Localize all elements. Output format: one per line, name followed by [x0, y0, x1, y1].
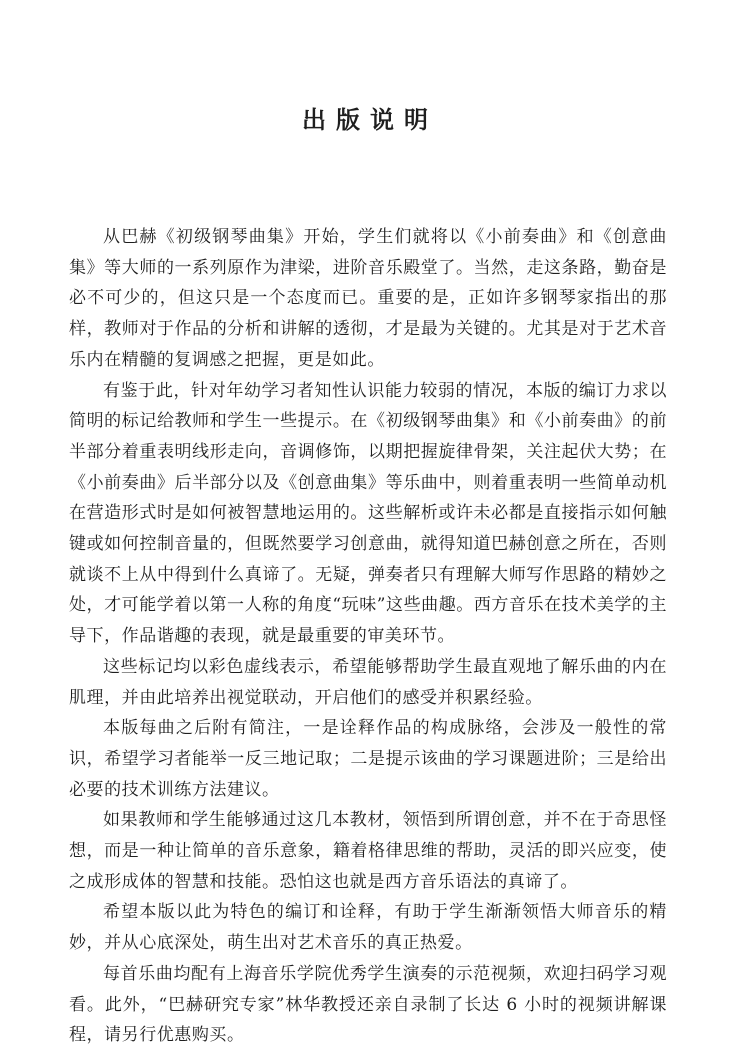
paragraph-1: 从巴赫《初级钢琴曲集》开始，学生们就将以《小前奏曲》和《创意曲集》等大师的一系列原作为津梁，进阶音乐殿堂了。当然，走这条路，勤奋是必不可少的，但这只是一个态度而已。重要的是，正如许多钢琴家指出的那样，教师对于作品的分析和讲解的透彻，才是最为关键的。尤其是对于艺术音乐内在精髓的复调感之把握，更是如此。 [69, 227, 667, 370]
paragraph-2: 有鉴于此，针对年幼学习者知性认识能力较弱的情况，本版的编订力求以简明的标记给教师和学生一些提示。在《初级钢琴曲集》和《小前奏曲》的前半部分着重表明线形走向，音调修饰，以期把握旋律骨架，关注起伏大势；在《小前奏曲》后半部分以及《创意曲集》等乐曲中，则着重表明一些简单动机在营造形式时是如何被智慧地运用的。这些解析或许未必都是直接指示如何触键或如何控制音量的，但既然要学习创意曲，就得知道巴赫创意之所在，否则就谈不上从中得到什么真谛了。无疑，弹奏者只有理解大师写作思路的精妙之处，才可能学着以第一人称的角度“玩味”这些曲趣。西方音乐在技术美学的主导下，作品谐趣的表现，就是最重要的审美环节。 [69, 380, 667, 647]
paragraph-6: 希望本版以此为特色的编订和诠释，有助于学生渐渐领悟大师音乐的精妙，并从心底深处，萌生出对艺术音乐的真正热爱。 [69, 902, 667, 954]
page-title: 出版说明 [302, 106, 438, 134]
document-body [69, 222, 667, 1051]
paragraph-3: 这些标记均以彩色虚线表示，希望能够帮助学生最直观地了解乐曲的内在肌理，并由此培养出视觉联动，开启他们的感受并积累经验。 [69, 656, 667, 708]
paragraph-4: 本版每曲之后附有简注，一是诠释作品的构成脉络，会涉及一般性的常识，希望学习者能举一反三地记取；二是提示该曲的学习课题进阶；三是给出必要的技术训练方法建议。 [69, 718, 667, 800]
paragraph-7: 每首乐曲均配有上海音乐学院优秀学生演奏的示范视频，欢迎扫码学习观看。此外，“巴赫研究专家”林华教授还亲自录制了长达 6 小时的视频讲解课程，请另行优惠购买。 [69, 963, 667, 1046]
paragraph-5: 如果教师和学生能够通过这几本教材，领悟到所谓创意，并不在于奇思怪想，而是一种让简单的音乐意象，籍着格律思维的帮助，灵活的即兴应变，使之成形成体的智慧和技能。恐怕这也就是西方音乐语法的真谛了。 [69, 810, 667, 892]
